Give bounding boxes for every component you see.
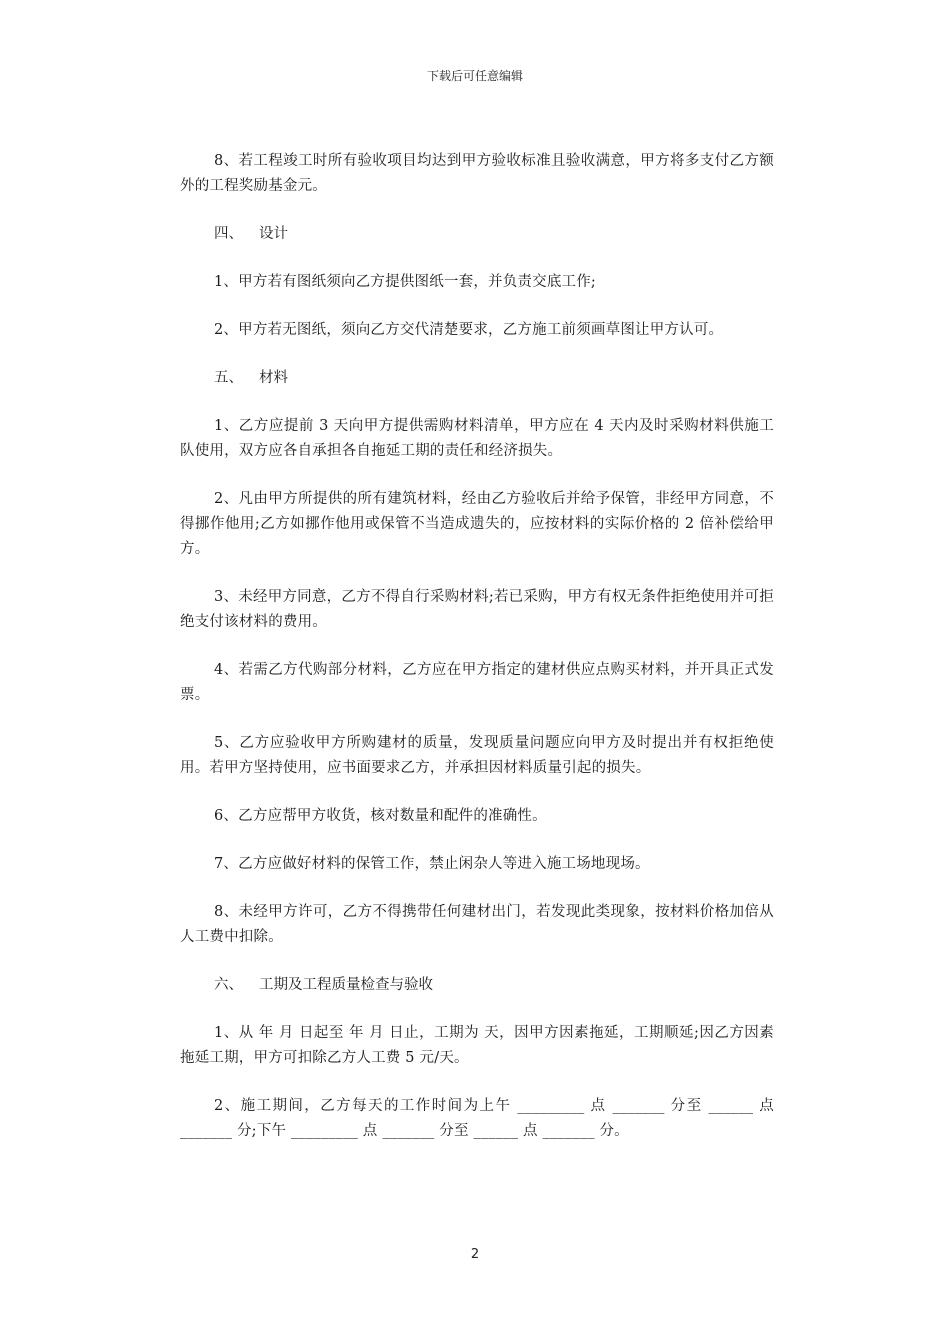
paragraph-materials-8: 8、未经甲方许可，乙方不得携带任何建材出门，若发现此类现象，按材料价格加倍从人工费中扣除。 bbox=[180, 904, 774, 945]
paragraph-schedule-1: 1、从 年 月 日起至 年 月 日止，工期为 天，因甲方因素拖延，工期顺延;因乙方因素拖延工期，甲方可扣除乙方人工费 5 元/天。 bbox=[180, 1025, 774, 1066]
paragraph-materials-7: 7、乙方应做好材料的保管工作，禁止闲杂人等进入施工场地现场。 bbox=[214, 856, 650, 872]
paragraph-reward-fund: 8、若工程竣工时所有验收项目均达到甲方验收标准且验收满意，甲方将多支付乙方额外的工程奖励基金元。 bbox=[180, 153, 774, 194]
section-title: 材料 bbox=[259, 370, 288, 386]
paragraph-materials-2: 2、凡由甲方所提供的所有建筑材料，经由乙方验收后并给予保管，非经甲方同意，不得挪作他用;乙方如挪作他用或保管不当造成遗失的，应按材料的实际价格的 2 倍补偿给甲方。 bbox=[180, 491, 774, 557]
paragraph-materials-4: 4、若需乙方代购部分材料，乙方应在甲方指定的建材供应点购买材料，并开具正式发票。 bbox=[180, 662, 774, 703]
paragraph-materials-5: 5、乙方应验收甲方所购建材的质量，发现质量问题应向甲方及时提出并有权拒绝使用。若甲方坚持使用，应书面要求乙方，并承担因材料质量引起的损失。 bbox=[180, 735, 774, 776]
paragraph-design-1: 1、甲方若有图纸须向乙方提供图纸一套，并负责交底工作; bbox=[214, 274, 597, 290]
paragraph-materials-6: 6、乙方应帮甲方收货，核对数量和配件的准确性。 bbox=[214, 808, 547, 824]
paragraph-materials-3: 3、未经甲方同意，乙方不得自行采购材料;若已采购，甲方有权无条件拒绝使用并可拒绝支付该材料的费用。 bbox=[180, 589, 774, 630]
section-title: 设计 bbox=[259, 226, 288, 242]
paragraph-design-2: 2、甲方若无图纸，须向乙方交代清楚要求，乙方施工前须画草图让甲方认可。 bbox=[214, 322, 724, 338]
page-number: 2 bbox=[470, 1247, 480, 1262]
section-heading-materials bbox=[180, 366, 774, 391]
page-header: 下载后可任意编辑 bbox=[426, 69, 523, 83]
section-number: 六、 bbox=[214, 977, 243, 993]
section-number: 四、 bbox=[214, 226, 243, 242]
paragraph-schedule-2: 2、施工期间，乙方每天的工作时间为上午 _________ 点 _______ 分至 ______ 点 _______ 分;下午 _________ 点 _______ 分至 ______ 点 _______ 分。 bbox=[180, 1098, 774, 1139]
section-heading-design bbox=[180, 222, 774, 247]
paragraph-materials-1: 1、乙方应提前 3 天向甲方提供需购材料清单，甲方应在 4 天内及时采购材料供施工队使用，双方应各自承担各自拖延工期的责任和经济损失。 bbox=[180, 418, 774, 459]
section-title: 工期及工程质量检查与验收 bbox=[259, 977, 433, 993]
section-number: 五、 bbox=[214, 370, 243, 386]
section-heading-schedule-quality bbox=[180, 973, 774, 998]
document-body bbox=[180, 149, 774, 1167]
